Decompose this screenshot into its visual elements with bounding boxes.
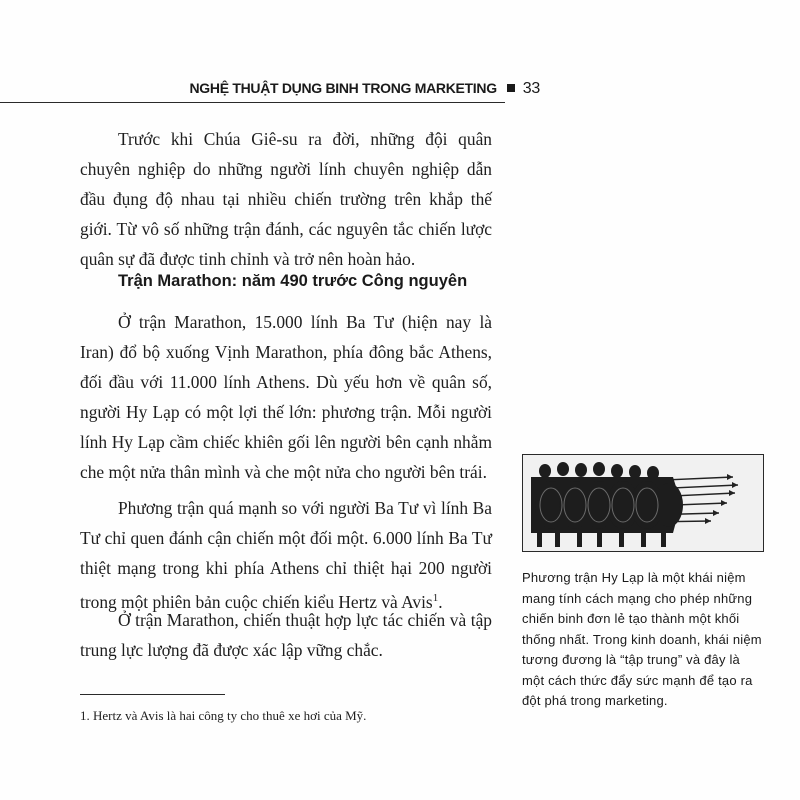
paragraph-text: Trước khi Chúa Giê-su ra đời, những đội quân chuyên nghiệp do những người lính chuyên nghiệp dẫn đầu đụng độ nhau tại nhiều chiến trường trên khắp thế giới. Từ vô số những trận đánh, các nguyên tắc chiến lược quân sự đã được tinh chỉnh và trở nên hoàn hảo. bbox=[80, 129, 492, 269]
intro-paragraph bbox=[80, 124, 492, 274]
section-heading: Trận Marathon: năm 490 trước Công nguyên bbox=[118, 272, 468, 290]
phalanx-illustration bbox=[522, 454, 764, 552]
header-title: NGHỆ THUẬT DỤNG BINH TRONG MARKETING bbox=[189, 80, 497, 96]
footnote-marker: 1 bbox=[432, 592, 439, 604]
page-number: 33 bbox=[522, 80, 540, 97]
footnote-rule bbox=[80, 694, 225, 695]
running-header bbox=[0, 80, 540, 102]
header-rule bbox=[0, 102, 505, 103]
paragraph-text: Ở trận Marathon, 15.000 lính Ba Tư (hiện nay là Iran) đổ bộ xuống Vịnh Marathon, phía đông bắc Athens, đối đầu với 11.000 lính Athens. Dù yếu hơn về quân số, người Hy Lạp có một lợi thế lớn: phương trận. Mỗi người lính Hy Lạp cầm chiếc khiên gối lên người bên cạnh nhằm che một nửa thân mình và che một nửa cho người bên trái. bbox=[80, 312, 492, 482]
phalanx-soldiers-icon bbox=[523, 455, 763, 551]
paragraph-with-footnote: Phương trận quá mạnh so với người Ba Tư vì lính Ba Tư chỉ quen đánh cận chiến một đối một. 6.000 lính Ba Tư thiệt mạng trong khi phía Athens chỉ thiệt hại 200 người trong một phiên bản cuộc chiến kiểu Hertz và Avis$^1$. bbox=[80, 498, 492, 612]
paragraph-text: Phương trận quá mạnh so với người Ba Tư vì lính Ba Tư chỉ quen đánh cận chiến một đối một. 6.000 lính Ba Tư thiệt mạng trong khi phía Athens chỉ thiệt hại 200 người trong một phiên bản cuộc chiến kiểu Hertz và Avis bbox=[80, 498, 492, 612]
battle-paragraph bbox=[80, 307, 492, 487]
figure-caption: Phương trận Hy Lạp là một khái niệm mang tính cách mạng cho phép những chiến binh đơn lẻ tạo thành một khối thống nhất. Trong kinh doanh, khái niệm tương đương là “tập trung” và đây là một cách thức đẩy sức mạnh để tạo ra đột phá trong marketing. bbox=[522, 570, 762, 708]
footnote: 1. Hertz và Avis là hai công ty cho thuê xe hơi của Mỹ. bbox=[80, 708, 367, 723]
square-bullet-icon bbox=[507, 84, 515, 92]
paragraph-text: Ở trận Marathon, chiến thuật hợp lực tác chiến và tập trung lực lượng đã được xác lập vững chắc. bbox=[80, 610, 492, 660]
conclusion-paragraph bbox=[80, 605, 492, 665]
phalanx-paragraph bbox=[80, 493, 492, 617]
